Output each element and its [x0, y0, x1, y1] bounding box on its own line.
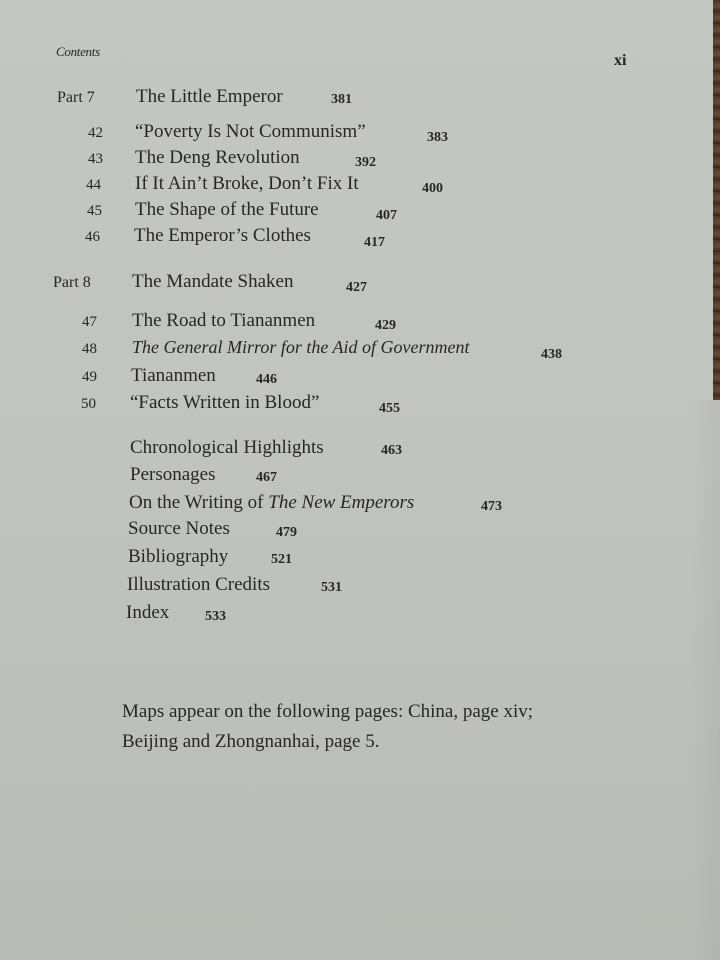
book-page-edge [713, 0, 720, 400]
book-title: The New Emperors [268, 492, 415, 513]
page-number: 533 [205, 609, 226, 624]
chapter-number: 46 [85, 229, 100, 245]
part-label: Part 7 [57, 89, 95, 106]
part-title: The Little Emperor [136, 86, 283, 107]
entry-title [129, 492, 414, 514]
page-number: 455 [379, 401, 400, 416]
entry-title: Index [126, 602, 170, 623]
chapter-number: 42 [88, 125, 103, 141]
chapter-title: “Poverty Is Not Communism” [135, 121, 366, 142]
folio-page-number: xi [614, 52, 627, 69]
page-number: 392 [355, 155, 376, 170]
running-head: Contents [56, 44, 100, 59]
entry-title-prefix: On the Writing of [129, 492, 269, 513]
part-title: The Mandate Shaken [132, 271, 294, 292]
entry-title: Chronological Highlights [130, 437, 324, 458]
page-number: 463 [381, 443, 402, 458]
maps-note [122, 697, 533, 757]
entry-title: Illustration Credits [127, 574, 271, 595]
page-number: 531 [321, 580, 342, 595]
chapter-title: Tiananmen [131, 365, 216, 386]
page-number: 521 [271, 552, 292, 567]
chapter-number: 47 [82, 314, 97, 330]
chapter-number: 49 [82, 369, 97, 385]
page-shadow [690, 400, 720, 960]
chapter-number: 45 [87, 203, 102, 219]
maps-note-line: Maps appear on the following pages: China, page xiv; [122, 701, 534, 722]
maps-note-line: Beijing and Zhongnanhai, page 5. [122, 731, 380, 752]
chapter-title: The Road to Tiananmen [132, 310, 316, 331]
page-number: 381 [331, 92, 352, 107]
chapter-title: The General Mirror for the Aid of Government [132, 337, 470, 357]
chapter-title: The Deng Revolution [135, 147, 300, 168]
entry-title: Source Notes [128, 518, 230, 539]
entry-title: Personages [130, 464, 216, 485]
part-label: Part 8 [53, 274, 91, 291]
chapter-title: The Shape of the Future [135, 199, 319, 220]
page-number: 429 [375, 318, 396, 333]
page-number: 438 [541, 347, 562, 362]
page-number: 417 [364, 235, 385, 250]
page-number: 467 [256, 470, 277, 485]
chapter-title: The Emperor’s Clothes [134, 225, 311, 246]
page-number: 400 [422, 181, 443, 196]
chapter-number: 48 [82, 341, 97, 357]
page-number: 446 [256, 372, 277, 387]
chapter-number: 43 [88, 151, 103, 167]
chapter-title: If It Ain’t Broke, Don’t Fix It [135, 173, 359, 194]
page-number: 427 [346, 280, 367, 295]
page-number: 479 [276, 525, 297, 540]
chapter-number: 50 [81, 396, 96, 412]
page-number: 473 [481, 499, 502, 514]
chapter-title: “Facts Written in Blood” [130, 392, 320, 413]
page-number: 407 [376, 208, 397, 223]
entry-title: Bibliography [128, 546, 229, 567]
chapter-number: 44 [86, 177, 101, 193]
page-number: 383 [427, 130, 448, 145]
